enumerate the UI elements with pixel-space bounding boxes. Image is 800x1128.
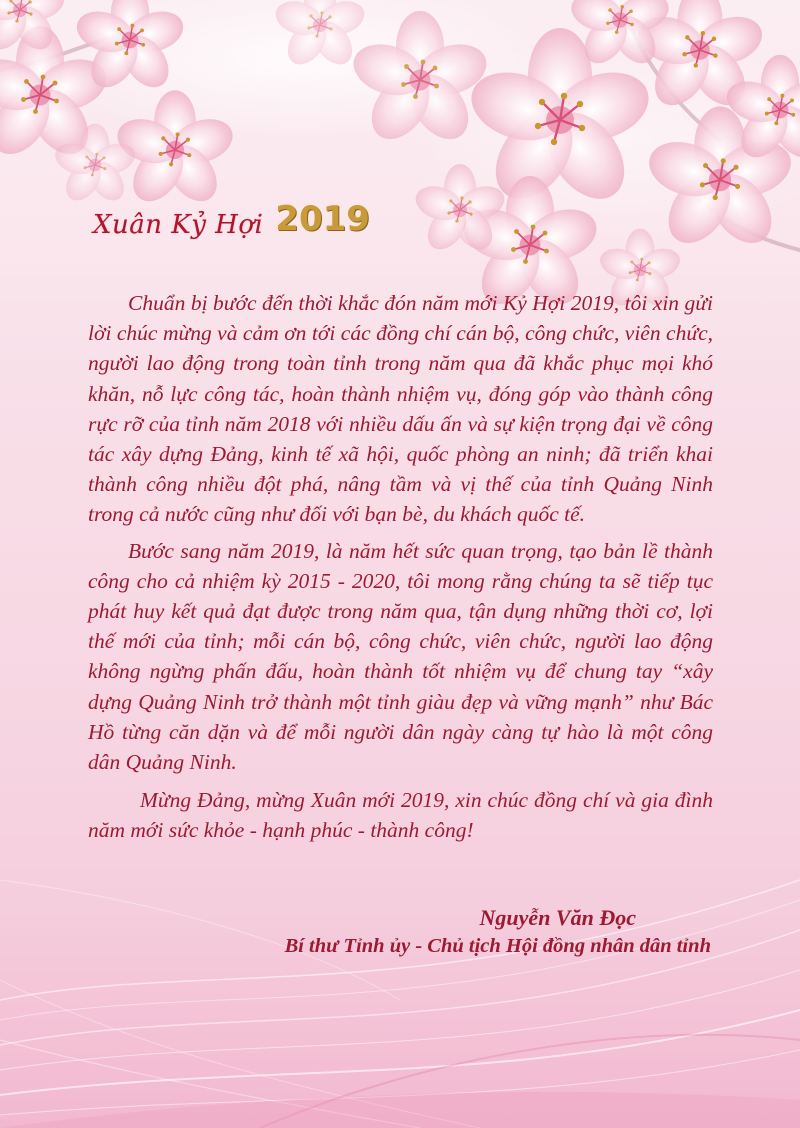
card-heading: [93, 190, 370, 240]
heading-year: 2019: [275, 199, 370, 239]
signature-title: Bí thư Tỉnh ủy - Chủ tịch Hội đồng nhân dân tỉnh: [284, 935, 711, 957]
signature-name: Nguyễn Văn Đọc: [479, 905, 636, 930]
letter-paragraph-3: Mừng Đảng, mừng Xuân mới 2019, xin chúc đồng chí và gia đình năm mới sức khỏe - hạnh phúc - thành công!: [88, 788, 713, 843]
letter-paragraph-2: Bước sang năm 2019, là năm hết sức quan trọng, tạo bản lề thành công cho cả nhiệm kỳ 2015 - 2020, tôi mong rằng chúng ta sẽ tiếp tục phát huy kết quả đạt được trong năm qua, tận dụng những thời cơ, lợi thế mới của tỉnh; mỗi cán bộ, công chức, viên chức, người lao động không ngừng phấn đấu, hoàn thành tốt nhiệm vụ để chung tay “xây dựng Quảng Ninh trở thành một tỉnh giàu đẹp và vững mạnh” như Bác Hồ từng căn dặn và để mỗi người dân ngày càng tự hào là một công dân Quảng Ninh.: [88, 538, 713, 775]
letter-body: [88, 288, 713, 846]
heading-script-text: Xuân Kỷ Hợi: [93, 210, 264, 240]
pink-wave-lines: [0, 880, 800, 1128]
letter-paragraph-1: Chuẩn bị bước đến thời khắc đón năm mới Kỷ Hợi 2019, tôi xin gửi lời chúc mừng và cảm ơn tới các đồng chí cán bộ, công chức, viên chức, người lao động trong toàn tỉnh trong năm qua đã khắc phục mọi khó khăn, nỗ lực công tác, hoàn thành nhiệm vụ, đóng góp vào thành công rực rỡ của tỉnh năm 2018 với nhiều dấu ấn và sự kiện trọng đại về công tác xây dựng Đảng, kinh tế xã hội, quốc phòng an ninh; đã triển khai thành công nhiều đột phá, nâng tầm và vị thế của tỉnh Quảng Ninh trong cả nước cũng như đối với bạn bè, du khách quốc tế.: [88, 291, 713, 527]
